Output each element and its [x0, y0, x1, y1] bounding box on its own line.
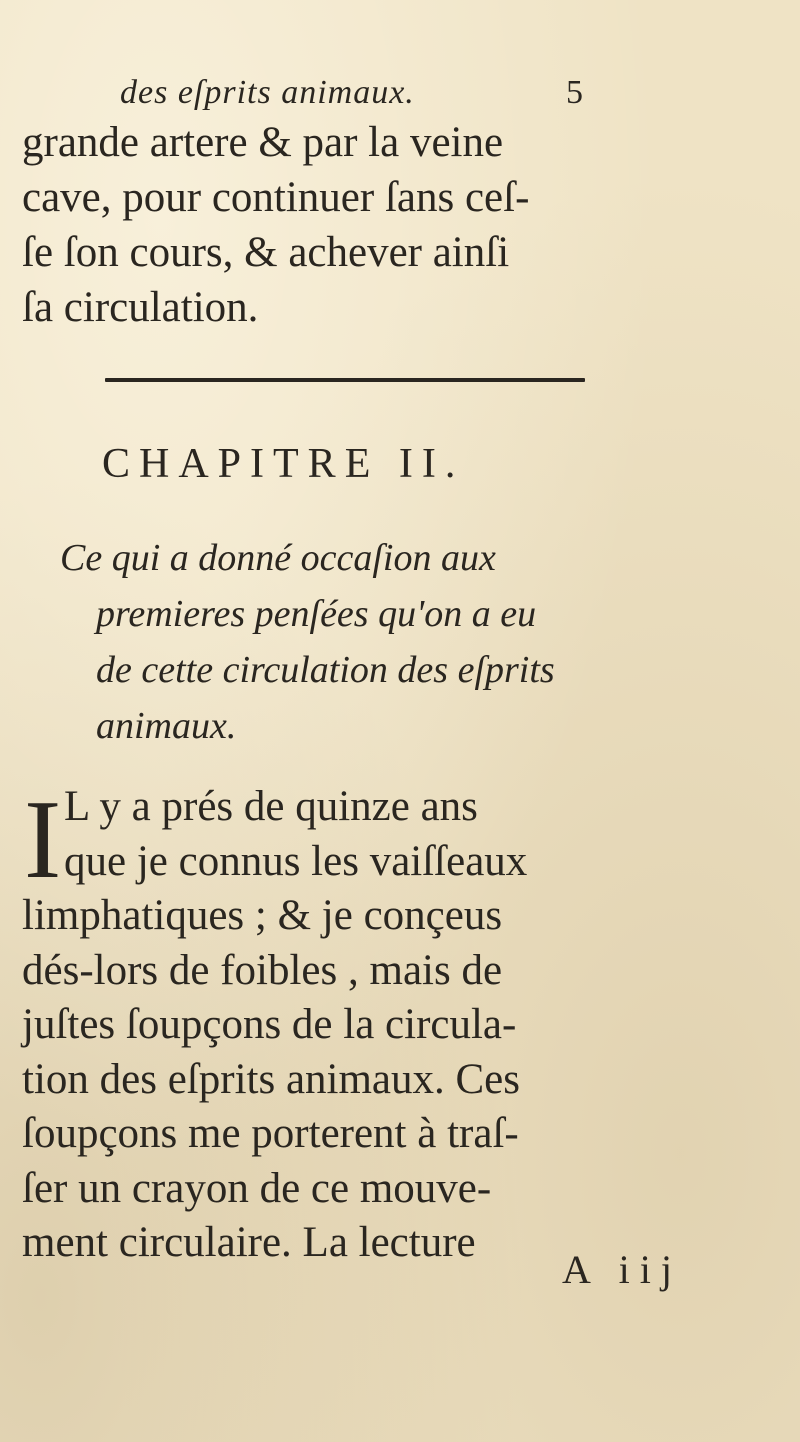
- summary-line: premieres penſées qu'on a eu: [96, 593, 537, 635]
- summary-line: animaux.: [96, 705, 237, 747]
- drop-cap: I: [24, 778, 62, 902]
- text-line: tion des eſprits animaux. Ces: [22, 1055, 521, 1103]
- running-title: des eſprits animaux.: [120, 74, 415, 111]
- summary-line: Ce qui a donné occaſion aux: [60, 537, 496, 579]
- text-line: cave, pour continuer ſans ceſ-: [22, 174, 530, 221]
- text-line: L y a prés de quinze ans: [64, 783, 478, 830]
- page-number: 5: [566, 74, 583, 111]
- text-line: ſoupçons me porterent à traſ-: [22, 1110, 519, 1157]
- signature-mark: A iij: [562, 1247, 683, 1292]
- summary-line: de cette circulation des eſprits: [96, 649, 555, 691]
- chapter-summary: [60, 530, 555, 754]
- text-line: dés-lors de foibles , mais de: [22, 946, 503, 994]
- text-line: ſe ſon cours, & achever ainſi: [22, 229, 510, 276]
- text-line: ſa circulation.: [22, 284, 259, 331]
- body-paragraph: [22, 780, 792, 1271]
- text-line: juſtes ſoupçons de la circula-: [22, 1001, 517, 1048]
- text-line: ſer un crayon de ce mouve-: [22, 1164, 492, 1212]
- text-line: grande artere & par la veine: [22, 119, 504, 166]
- text-line: limphatiques ; & je conçeus: [22, 892, 503, 939]
- text-line: ment circulaire. La lecture: [22, 1219, 476, 1266]
- chapter-title: CHAPITRE II.: [102, 441, 465, 487]
- section-divider-rule: [105, 378, 585, 382]
- continuation-paragraph: [22, 115, 782, 335]
- text-line: que je connus les vaiſſeaux: [64, 837, 528, 885]
